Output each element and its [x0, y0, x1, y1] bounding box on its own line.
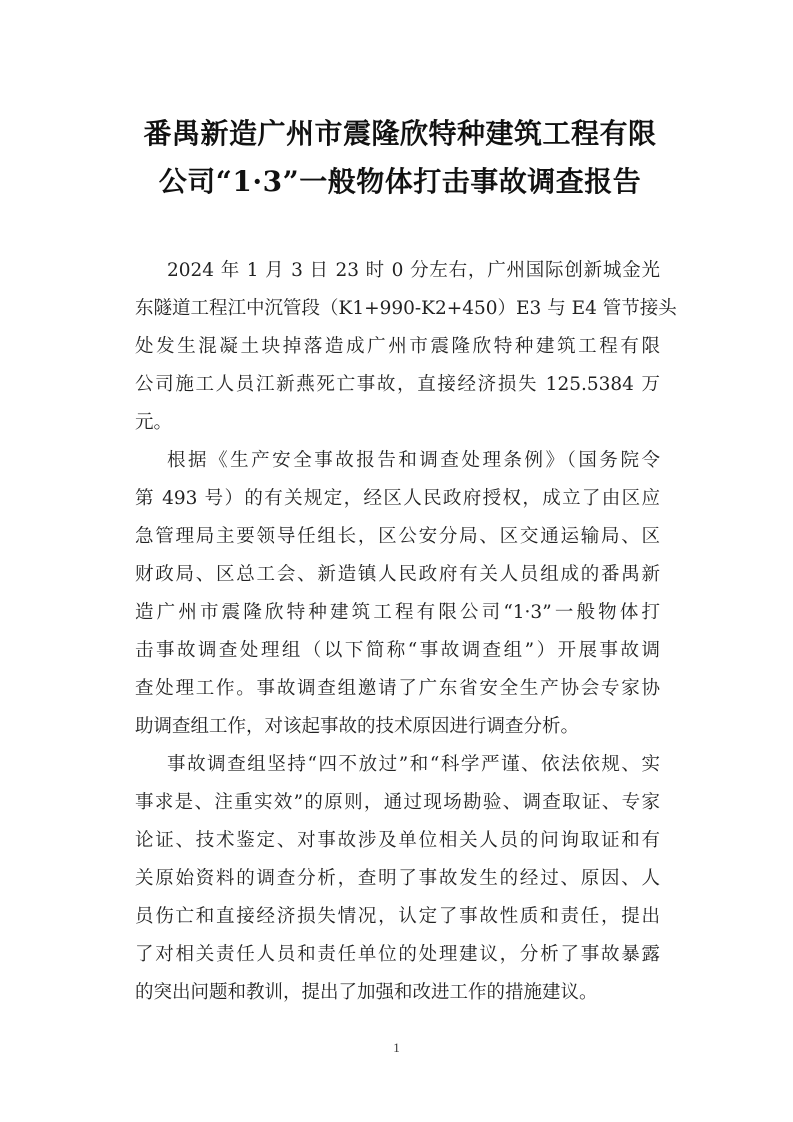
report-title-line-2: 公司“1·3”一般物体打击事故调查报告 [158, 165, 642, 198]
paragraph-line: 第 493 号）的有关规定，经区人民政府授权，成立了由区应 [135, 488, 660, 509]
paragraph-line: 查处理工作。事故调查组邀请了广东省安全生产协会专家协 [135, 678, 660, 699]
paragraph-line: 财政局、区总工会、新造镇人民政府有关人员组成的番禺新 [135, 564, 660, 585]
paragraph-line: 员伤亡和直接经济损失情况，认定了事故性质和责任，提出 [135, 906, 660, 927]
paragraph-line: 2024 年 1 月 3 日 23 时 0 分左右，广州国际创新城金光 [167, 260, 660, 281]
paragraph-line: 事求是、注重实效”的原则，通过现场勘验、调查取证、专家 [135, 792, 660, 813]
report-title-line-1: 番禺新造广州市震隆欣特种建筑工程有限 [143, 117, 657, 150]
paragraph-line: 的突出问题和教训，提出了加强和改进工作的措施建议。 [135, 982, 598, 1003]
paragraph-line: 元。 [135, 412, 173, 433]
paragraph-line: 助调查组工作，对该起事故的技术原因进行调查分析。 [135, 716, 580, 737]
paragraph-line: 处发生混凝土块掉落造成广州市震隆欣特种建筑工程有限 [135, 336, 660, 357]
paragraph-line: 根据《生产安全事故报告和调查处理条例》（国务院令 [167, 450, 660, 471]
paragraph-line: 东隧道工程江中沉管段（K1+990-K2+450）E3 与 E4 管节接头 [135, 298, 677, 319]
paragraph-line: 公司施工人员江新燕死亡事故，直接经济损失 125.5384 万 [135, 374, 660, 395]
paragraph-line: 造广州市震隆欣特种建筑工程有限公司“1·3”一般物体打 [135, 602, 660, 623]
paragraph-line: 了对相关责任人员和责任单位的处理建议，分析了事故暴露 [135, 944, 660, 965]
page-number: 1 [393, 1040, 400, 1055]
paragraph-line: 关原始资料的调查分析，查明了事故发生的经过、原因、人 [135, 868, 660, 889]
paragraph-line: 急管理局主要领导任组长，区公安分局、区交通运输局、区 [135, 526, 660, 547]
paragraph-line: 论证、技术鉴定、对事故涉及单位相关人员的问询取证和有 [135, 830, 660, 851]
paragraph-line: 击事故调查处理组（以下简称“事故调查组”）开展事故调 [135, 640, 660, 661]
paragraph-line: 事故调查组坚持“四不放过”和“科学严谨、依法依规、实 [167, 754, 660, 775]
